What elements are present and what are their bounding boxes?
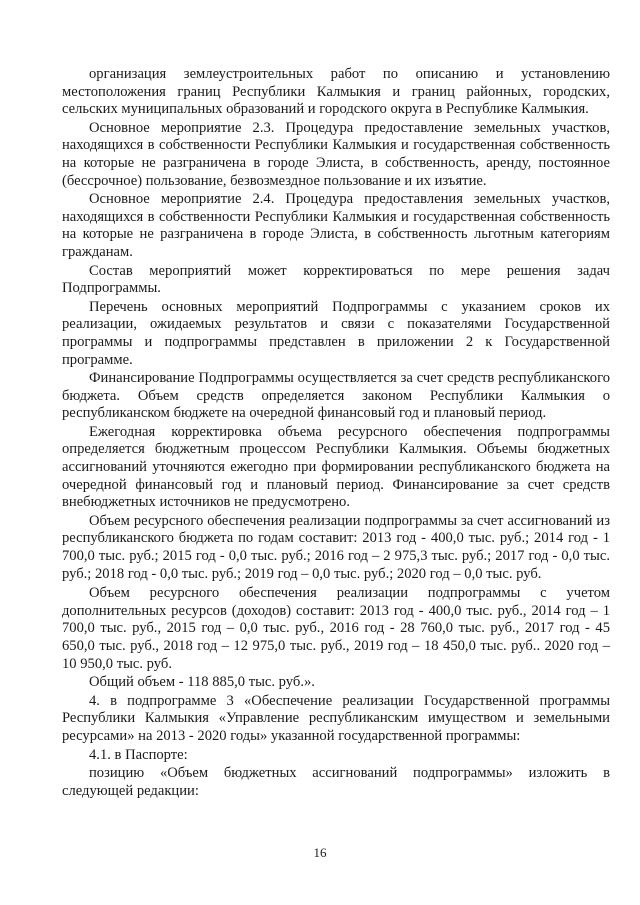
paragraph-13: позицию «Объем бюджетных ассигнований подпрограммы» изложить в следующей редакции:: [62, 765, 610, 799]
page-number: 16: [313, 845, 327, 860]
paragraph-5: Перечень основных мероприятий Подпрограммы с указанием сроков их реализации, ожидаемых результатов и связи с показателями Государственной программы и подпрограммы представлен в приложении 2 к Государственной программе.: [62, 298, 610, 368]
paragraph-3: Основное мероприятие 2.4. Процедура предоставления земельных участков, находящихся в собственности Республики Калмыкия и государственная собственность на которые не разграничена в городе Элиста, в собственность льготным категориям гражданам.: [62, 191, 610, 260]
paragraph-8: Объем ресурсного обеспечения реализации подпрограммы за счет ассигнований из республиканского бюджета по годам составит: 2013 год - 400,0 тыс. руб.; 2014 год - 1 700,0 тыс. руб.; 2015 год - 0,0 тыс. руб.; 2016 год – 2 975,3 тыс. руб.; 2017 год - 0,0 тыс. руб.; 2018 год - 0,0 тыс. руб.; 2019 год – 0,0 тыс. руб.; 2020 год – 0,0 тыс. руб.: [62, 512, 610, 582]
paragraph-11: 4. в подпрограмме 3 «Обеспечение реализации Государственной программы Республики Калмыкия «Управление республиканским имуществом и земельными ресурсами» на 2013 - 2020 годы» указанной государственной программы:: [62, 692, 610, 744]
paragraph-2: Основное мероприятие 2.3. Процедура предоставление земельных участков, находящихся в собственности Республики Калмыкия и государственная собственность на которые не разграничена в городе Элиста, в собственность, аренду, постоянное (бессрочное) пользование, безвозмездное пользование и их изъятие.: [62, 119, 610, 189]
paragraph-9: Объем ресурсного обеспечения реализации подпрограммы с учетом дополнительных ресурсов (доходов) составит: 2013 год - 400,0 тыс. руб., 2014 год – 1 700,0 тыс. руб., 2015 год – 0,0 тыс. руб., 2016 год - 28 760,0 тыс. руб., 2017 год - 45 650,0 тыс. руб., 2018 год – 12 975,0 тыс. руб., 2019 год – 18 450,0 тыс. руб.. 2020 год – 10 950,0 тыс. руб.: [62, 585, 610, 672]
paragraph-6: Финансирование Подпрограммы осуществляется за счет средств республиканского бюджета. Объем средств определяется законом Республики Калмыкия о республиканском бюджете на очередной финансовый год и плановый период.: [62, 370, 610, 422]
document-page: [62, 66, 610, 800]
paragraph-7: Ежегодная корректировка объема ресурсного обеспечения подпрограммы определяется бюджетным процессом Республики Калмыкия. Объемы бюджетных ассигнований уточняются ежегодно при формировании республиканского бюджета на очередной финансовый год и плановый период. Финансирование за счет средств внебюджетных источников не предусмотрено.: [62, 423, 610, 511]
paragraph-10: Общий объем - 118 885,0 тыс. руб.».: [89, 674, 315, 691]
paragraph-12: 4.1. в Паспорте:: [89, 746, 188, 763]
paragraph-1: организация землеустроительных работ по описанию и установлению местоположения границ Республики Калмыкия и границ районных, городских, сельских муниципальных образований и городского округа в Республике Калмыкия.: [62, 66, 610, 118]
paragraph-4: Состав мероприятий может корректироваться по мере решения задач Подпрограммы.: [62, 262, 610, 297]
